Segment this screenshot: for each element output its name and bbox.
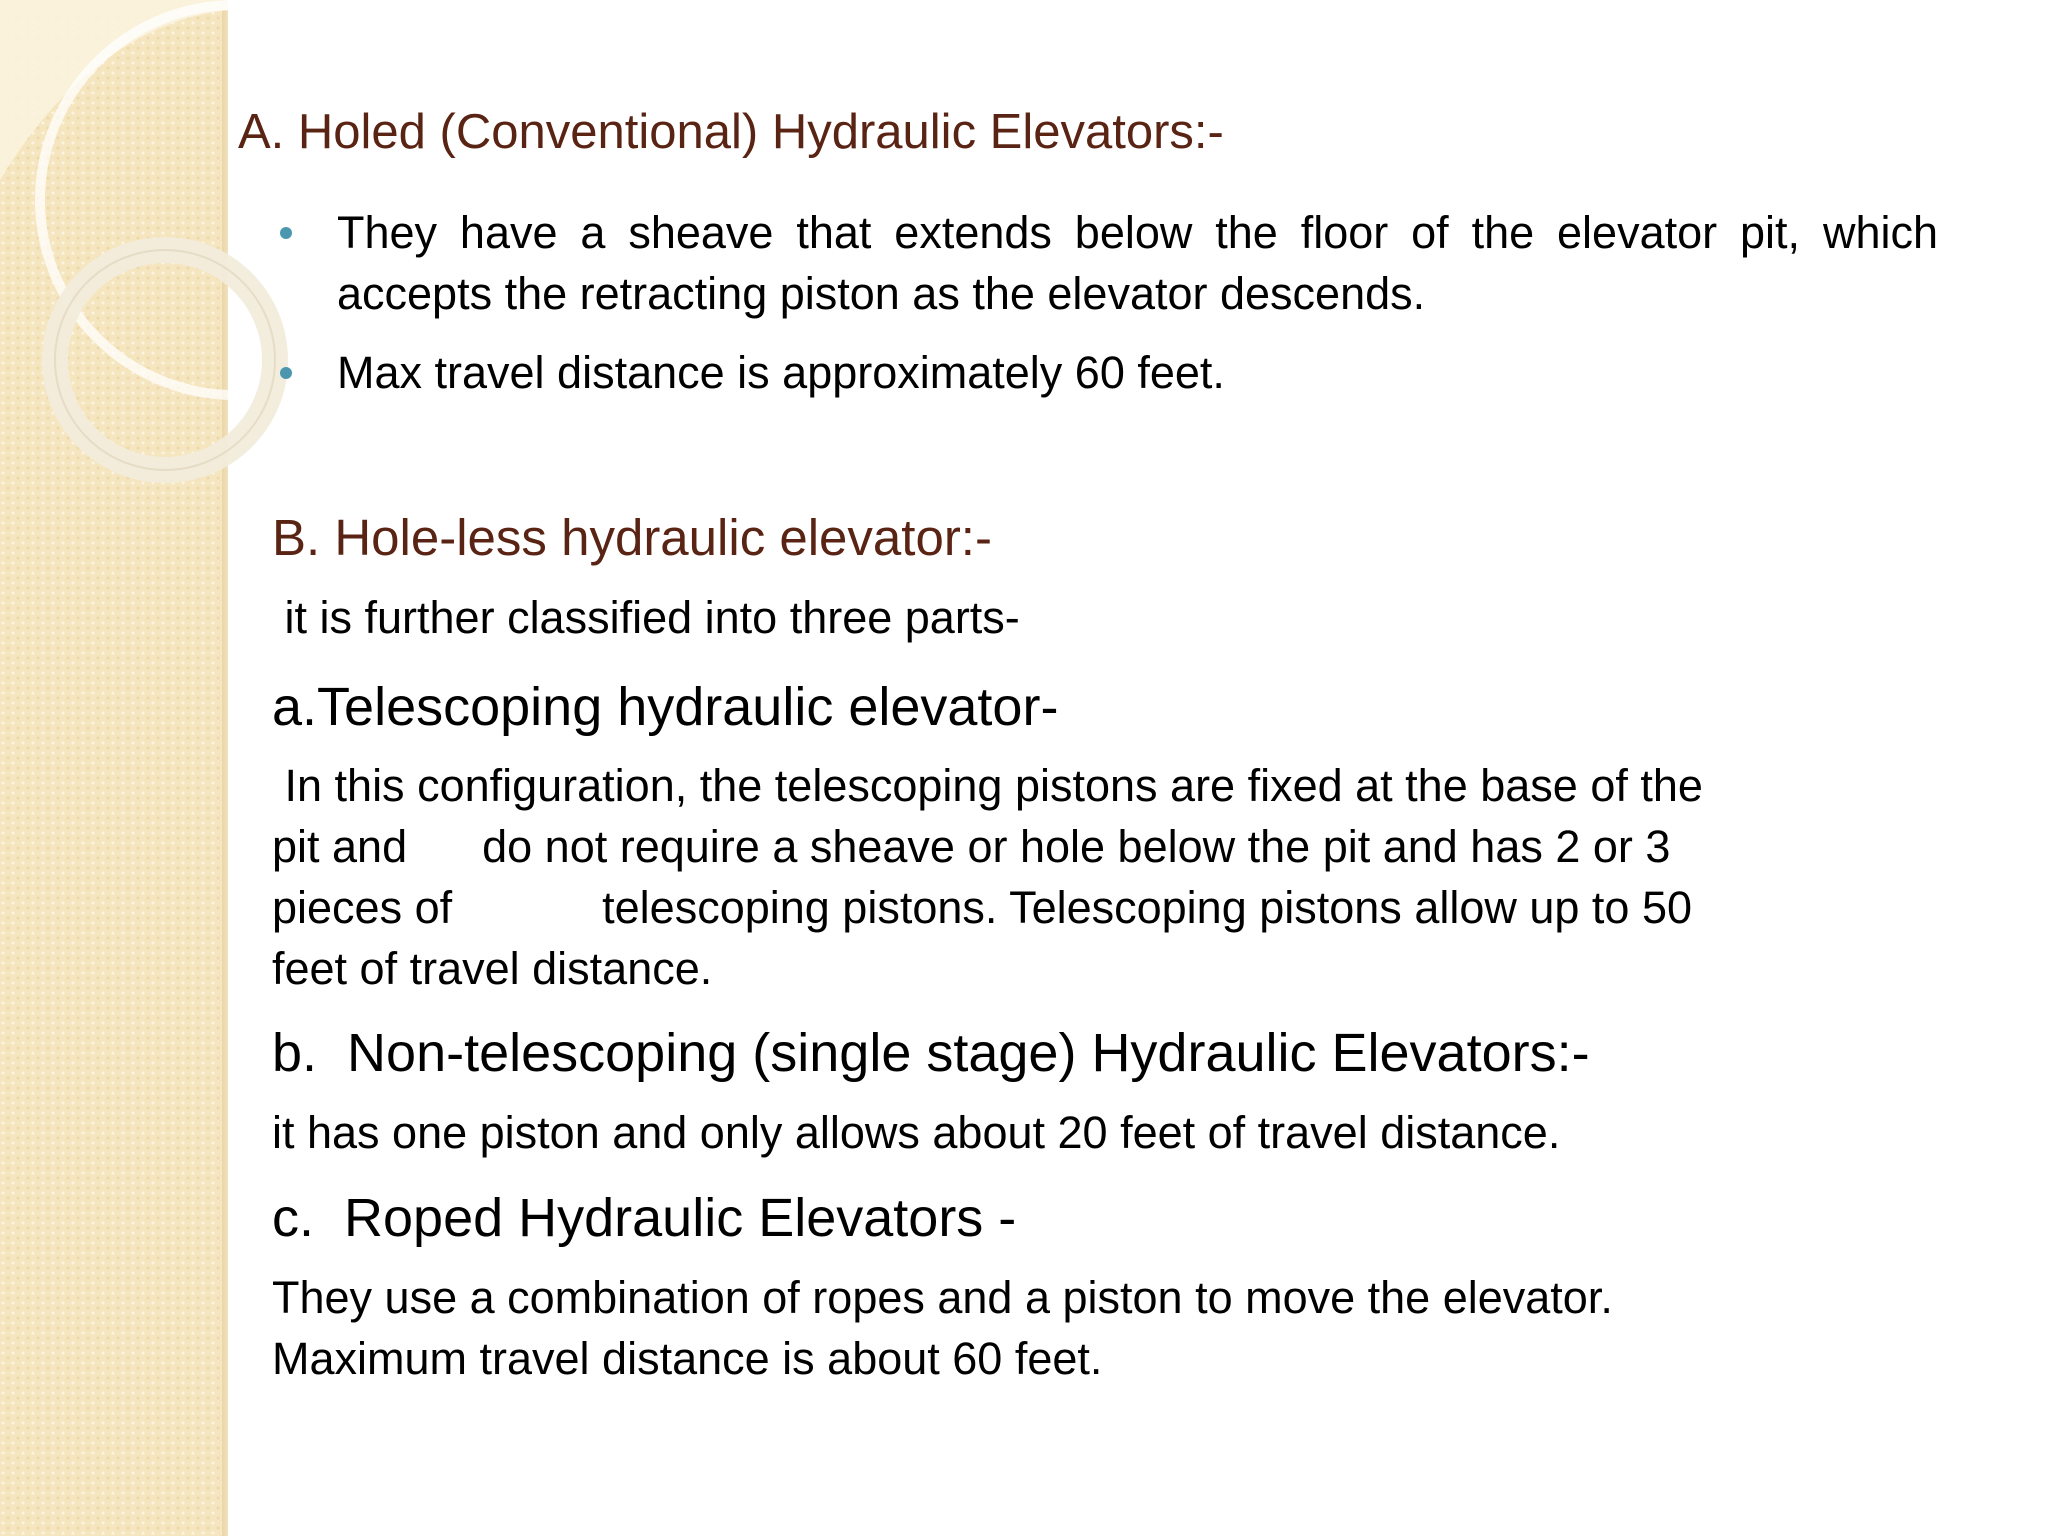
bullet-dot-icon (280, 227, 292, 239)
list-item (276, 202, 1938, 324)
telescoping-text-line: feet of travel distance. (272, 943, 713, 994)
roped-text-line: Maximum travel distance is about 60 feet. (272, 1333, 1103, 1384)
heading-holed-hydraulic: A. Holed (Conventional) Hydraulic Elevators:- (238, 105, 1224, 159)
heading-holeless-hydraulic: B. Hole-less hydraulic elevator:- (272, 509, 992, 566)
subheading-telescoping: a.Telescoping hydraulic elevator- (272, 677, 1059, 737)
telescoping-text-line: pieces of telescoping pistons. Telescoping pistons allow up to 50 (272, 882, 1693, 933)
bullet-dot-icon (280, 367, 292, 379)
subheading-non-telescoping: b. Non-telescoping (single stage) Hydraulic Elevators:- (272, 1023, 1590, 1083)
bullet-text: They have a sheave that extends below the floor of the elevator pit, which accepts the retracting piston as the elevator descends. (337, 207, 1938, 319)
subheading-roped: c. Roped Hydraulic Elevators - (272, 1188, 1017, 1248)
roped-text-line: They use a combination of ropes and a piston to move the elevator. (272, 1272, 1613, 1323)
bullet-text: Max travel distance is approximately 60 feet. (337, 347, 1225, 398)
telescoping-text-line: pit and do not require a sheave or hole below the pit and has 2 or 3 (272, 821, 1671, 872)
non-telescoping-text: it has one piston and only allows about 20 feet of travel distance. (272, 1107, 1561, 1158)
list-item (276, 342, 1938, 403)
telescoping-text-line: In this configuration, the telescoping pistons are fixed at the base of the (272, 760, 1703, 811)
intro-text: it is further classified into three parts- (272, 592, 1020, 643)
corner-swoosh (0, 0, 228, 180)
small-ring (55, 250, 275, 470)
holed-bullet-list (276, 202, 1938, 421)
decorative-circles (0, 0, 300, 520)
